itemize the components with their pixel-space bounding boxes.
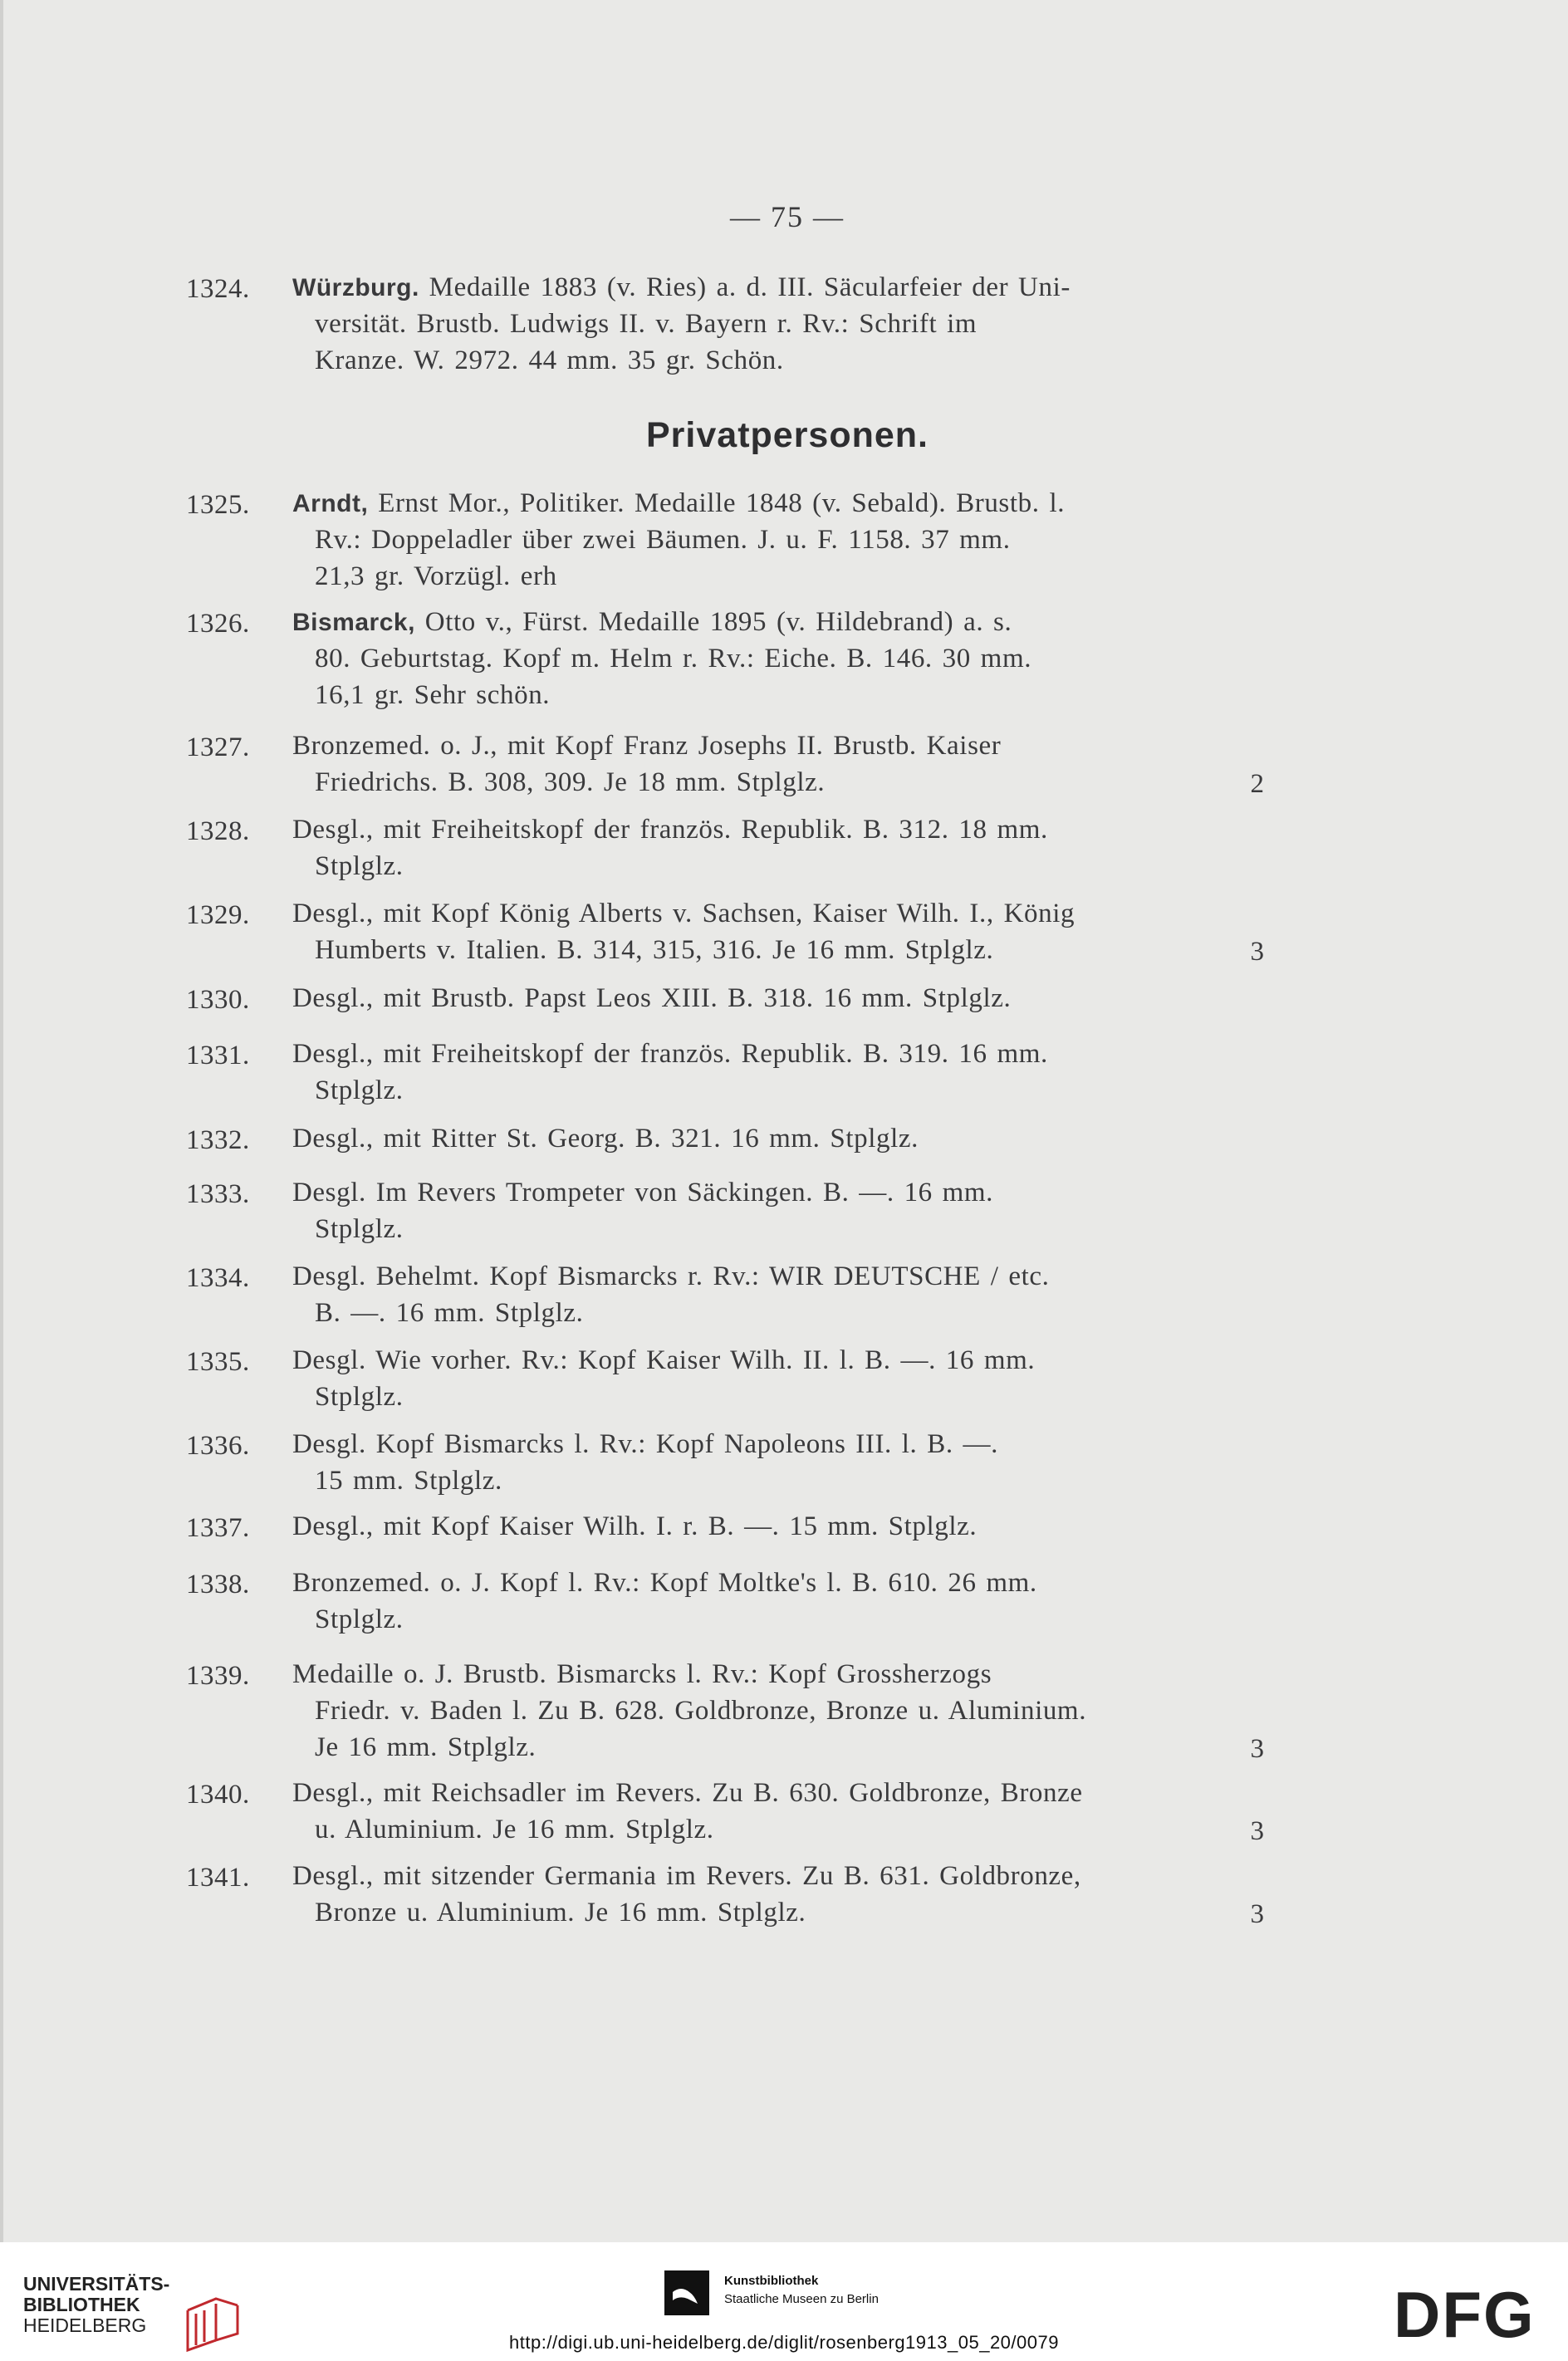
entry-text: Stplglz. <box>315 1604 404 1634</box>
entry-price: 2 <box>1250 769 1264 799</box>
entry-line <box>292 1426 998 1462</box>
entry-text: Bronze u. Aluminium. Je 16 mm. Stplglz. <box>315 1898 806 1927</box>
entry-text: Rv.: Doppeladler über zwei Bäumen. J. u. F. 1158. 37 mm. <box>315 525 1011 555</box>
entry-line <box>315 1379 404 1415</box>
entry-text: Medaille 1883 (v. Ries) a. d. III. Säcularfeier der Uni- <box>429 272 1071 302</box>
permalink-url[interactable]: http://digi.ub.uni-heidelberg.de/diglit/rosenberg1913_05_20/0079 <box>509 2332 1059 2353</box>
entry-text: 21,3 gr. Vorzügl. erh <box>315 561 557 591</box>
entry-text: Ernst Mor., Politiker. Medaille 1848 (v. Sebald). Brustb. l. <box>378 488 1066 518</box>
entry-text: Desgl., mit Kopf Kaiser Wilh. I. r. B. —. 15 mm. Stplglz. <box>292 1511 978 1541</box>
entry-text: Stplglz. <box>315 1075 404 1105</box>
entry-text: Bronzemed. o. J. Kopf l. Rv.: Kopf Moltke's l. B. 610. 26 mm. <box>292 1568 1037 1598</box>
entry-number: 1331. <box>186 1041 250 1070</box>
university-line-1: UNIVERSITÄTS- <box>23 2273 170 2295</box>
entry-line <box>315 1894 806 1931</box>
entry-line <box>292 895 1075 932</box>
entry-number: 1330. <box>186 985 250 1015</box>
entry-number: 1326. <box>186 609 250 639</box>
entry-text: Desgl., mit Freiheitskopf der französ. Republik. B. 312. 18 mm. <box>292 815 1048 845</box>
entry-line <box>292 1258 1049 1295</box>
entry-text: Friedr. v. Baden l. Zu B. 628. Goldbronze, Bronze u. Aluminium. <box>315 1696 1087 1726</box>
entry-text: Stplglz. <box>315 1382 404 1412</box>
entry-number: 1337. <box>186 1513 250 1543</box>
entry-line <box>315 522 1011 558</box>
entry-line <box>292 1120 919 1157</box>
entry-text: Desgl. Wie vorher. Rv.: Kopf Kaiser Wilh. II. l. B. —. 16 mm. <box>292 1345 1036 1375</box>
entry-line <box>315 848 404 884</box>
entry-text: Humberts v. Italien. B. 314, 315, 316. Je 16 mm. Stplglz. <box>315 935 994 965</box>
entry-line <box>315 1692 1086 1729</box>
entry-line <box>315 764 825 801</box>
entry-number: 1334. <box>186 1263 250 1293</box>
entry-number: 1328. <box>186 816 250 846</box>
entry-line <box>292 1775 1083 1811</box>
entry-line <box>292 980 1011 1016</box>
entry-line <box>315 1601 404 1638</box>
entry-line <box>315 342 784 379</box>
entry-number: 1329. <box>186 900 250 930</box>
entry-text: 80. Geburtstag. Kopf m. Helm r. Rv.: Eiche. B. 146. 30 mm. <box>315 644 1032 674</box>
entry-line <box>315 306 977 342</box>
entry-line <box>315 1811 714 1848</box>
entry-number: 1338. <box>186 1570 250 1599</box>
entry-text: Je 16 mm. Stplglz. <box>315 1732 537 1762</box>
entry-number: 1336. <box>186 1431 250 1461</box>
entry-line <box>292 1656 992 1692</box>
entry-price: 3 <box>1250 1816 1264 1846</box>
entry-text: B. —. 16 mm. Stplglz. <box>315 1298 584 1328</box>
entry-text: 15 mm. Stplglz. <box>315 1466 502 1496</box>
entry-line <box>315 558 557 595</box>
entry-number: 1339. <box>186 1661 250 1691</box>
entry-line <box>315 677 550 713</box>
entry-line <box>292 1508 977 1545</box>
university-line-3: HEIDELBERG <box>23 2314 147 2336</box>
entry-line <box>292 269 1071 306</box>
entry-text: Stplglz. <box>315 1214 404 1244</box>
kb-title: Kunstbibliothek <box>724 2274 819 2288</box>
entry-text: Desgl. Im Revers Trompeter von Säckingen. B. —. 16 mm. <box>292 1178 994 1207</box>
entry-name: Arndt, <box>292 490 369 517</box>
entry-line <box>315 1295 583 1331</box>
entry-text: Stplglz. <box>315 851 404 881</box>
page-number: — 75 — <box>730 200 845 233</box>
entry-name: Bismarck, <box>292 609 415 636</box>
entry-text: Desgl., mit sitzender Germania im Revers. Zu B. 631. Goldbronze, <box>292 1861 1081 1891</box>
kunstbibliothek-emblem-icon <box>664 2270 709 2315</box>
entry-line <box>292 1565 1037 1601</box>
entry-text: Desgl., mit Reichsadler im Revers. Zu B. 630. Goldbronze, Bronze <box>292 1778 1083 1808</box>
entry-text: 16,1 gr. Sehr schön. <box>315 680 551 710</box>
entry-line <box>315 1729 536 1766</box>
footer <box>0 2242 1568 2361</box>
university-library-logo[interactable] <box>23 2274 169 2336</box>
entry-price: 3 <box>1250 1734 1264 1764</box>
entry-number: 1324. <box>186 274 250 304</box>
entry-line <box>292 727 1001 764</box>
entry-line <box>315 1072 404 1109</box>
entry-text: Desgl., mit Freiheitskopf der französ. Republik. B. 319. 16 mm. <box>292 1039 1048 1069</box>
entry-line <box>315 1211 404 1247</box>
entry-text: Otto v., Fürst. Medaille 1895 (v. Hildebrand) a. s. <box>424 607 1012 637</box>
entry-text: Desgl. Behelmt. Kopf Bismarcks r. Rv.: WIR DEUTSCHE / etc. <box>292 1261 1050 1291</box>
entry-line <box>292 1174 993 1211</box>
kb-subtitle: Staatliche Museen zu Berlin <box>724 2292 879 2306</box>
entry-text: u. Aluminium. Je 16 mm. Stplglz. <box>315 1815 714 1844</box>
entry-price: 3 <box>1250 937 1264 967</box>
entry-text: Friedrichs. B. 308, 309. Je 18 mm. Stplglz. <box>315 767 826 797</box>
entry-line <box>292 604 1012 641</box>
entry-number: 1335. <box>186 1347 250 1377</box>
entry-number: 1325. <box>186 490 250 520</box>
section-heading: Privatpersonen. <box>646 415 929 455</box>
entry-text: Medaille o. J. Brustb. Bismarcks l. Rv.: Kopf Grossherzogs <box>292 1659 992 1689</box>
dfg-logo[interactable]: DFG <box>1394 2278 1536 2351</box>
entry-text: Desgl., mit Brustb. Papst Leos XIII. B. 318. 16 mm. Stplglz. <box>292 983 1012 1013</box>
entry-text: versität. Brustb. Ludwigs II. v. Bayern r. Rv.: Schrift im <box>315 309 978 339</box>
entry-number: 1333. <box>186 1179 250 1209</box>
entry-line <box>292 1342 1035 1379</box>
entry-text: Desgl., mit Ritter St. Georg. B. 321. 16 mm. Stplglz. <box>292 1124 919 1154</box>
entry-number: 1332. <box>186 1125 250 1155</box>
university-line-2: BIBLIOTHEK <box>23 2294 140 2315</box>
entry-line <box>292 1858 1081 1894</box>
entry-number: 1327. <box>186 732 250 762</box>
entry-text: Kranze. W. 2972. 44 mm. 35 gr. Schön. <box>315 345 784 375</box>
entry-line <box>315 640 1031 677</box>
entry-price: 3 <box>1250 1899 1264 1929</box>
entry-text: Desgl. Kopf Bismarcks l. Rv.: Kopf Napoleons III. l. B. —. <box>292 1429 998 1459</box>
entry-line <box>315 932 993 968</box>
entry-text: Bronzemed. o. J., mit Kopf Franz Josephs II. Brustb. Kaiser <box>292 731 1002 761</box>
entry-line <box>292 1036 1048 1072</box>
entry-number: 1341. <box>186 1863 250 1893</box>
entry-line <box>315 1462 502 1499</box>
entry-text: Desgl., mit Kopf König Alberts v. Sachsen, Kaiser Wilh. I., König <box>292 899 1076 928</box>
entry-number: 1340. <box>186 1780 250 1810</box>
entry-name: Würzburg. <box>292 274 419 301</box>
entry-line <box>292 485 1065 522</box>
entry-line <box>292 811 1048 848</box>
